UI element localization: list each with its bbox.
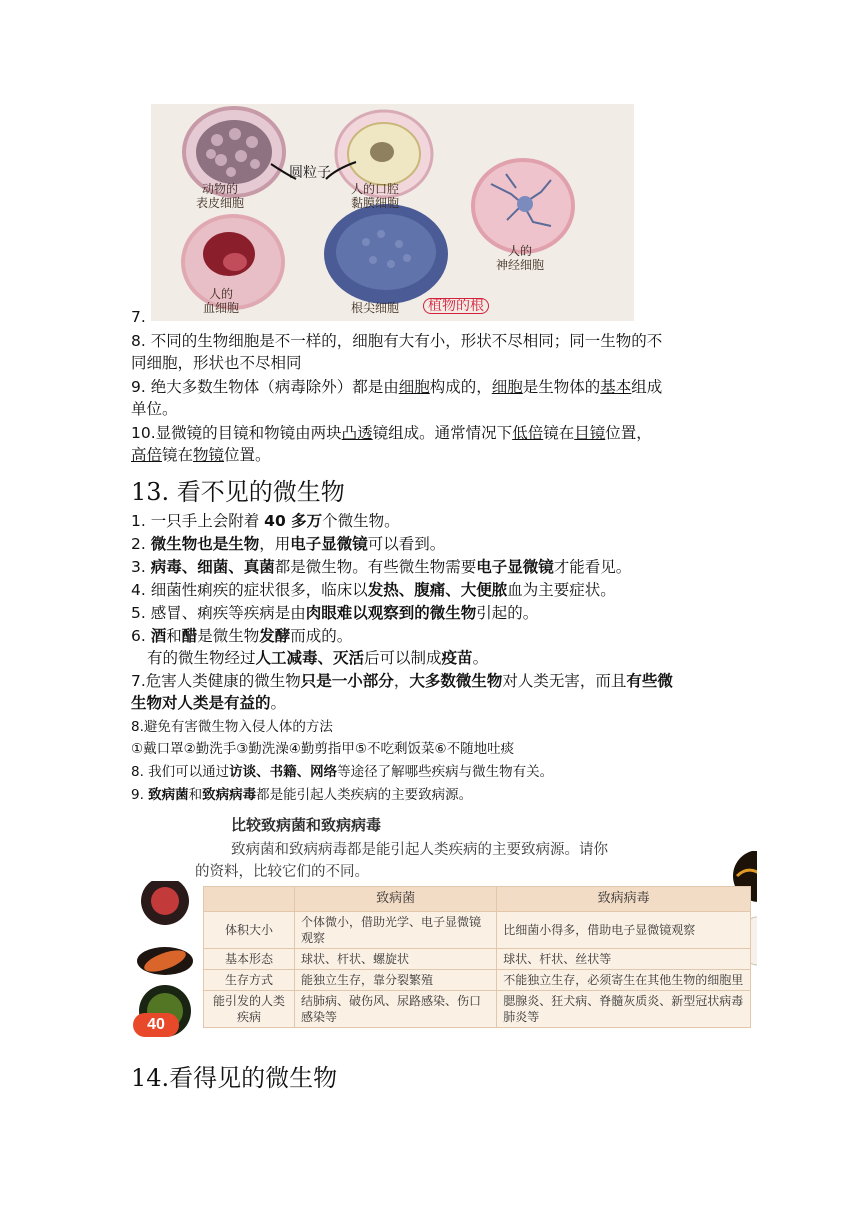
table-cell: 不能独立生存，必须寄生在其他生物的细胞里 [497, 970, 751, 991]
column-header-bacteria: 致病菌 [295, 887, 497, 912]
s13-item-2: 2. 微生物也是生物，用电子显微镜可以看到。 [131, 535, 446, 553]
s13-item-8b: 8. 我们可以通过访谈、书籍、网络等途径了解哪些疾病与微生物有关。 [131, 764, 554, 780]
s13-item-6-cont: 有的微生物经过人工减毒、灭活后可以制成疫苗。 [147, 649, 489, 667]
table-row [204, 912, 751, 949]
table-cell: 个体微小，借助光学、电子显微镜观察 [295, 912, 497, 949]
label-animal-skin: 动物的 表皮细胞 [196, 182, 245, 210]
table-row [204, 970, 751, 991]
row-header: 体积大小 [204, 912, 295, 949]
label-nerve-cell: 人的 神经细胞 [496, 244, 545, 272]
item-9: 9. 绝大多数生物体（病毒除外）都是由细胞构成的，细胞是生物体的基本组成 [131, 378, 663, 396]
s13-item-8: 8.避免有害微生物入侵人体的方法 [131, 719, 333, 735]
figure-title: 比较致病菌和致病病毒 [231, 816, 382, 834]
section-13-title: 13. 看不见的微生物 [131, 478, 345, 506]
table-cell: 球状、杆状、螺旋状 [295, 949, 497, 970]
s13-item-5: 5. 感冒、痢疾等疾病是由肉眼难以观察到的微生物引起的。 [131, 604, 539, 622]
comparison-table [203, 886, 751, 1028]
figure-text-2: 的资料，比较它们的不同。 [195, 864, 369, 880]
label-plant-root-handwritten: 植物的根 [423, 298, 489, 314]
column-header-virus: 致病病毒 [497, 887, 751, 912]
cells-figure [151, 104, 634, 321]
table-cell: 比细菌小得多，借助电子显微镜观察 [497, 912, 751, 949]
row-header: 生存方式 [204, 970, 295, 991]
table-row [204, 949, 751, 970]
s13-item-9: 9. 致病菌和致病病毒都是能引起人类疾病的主要致病源。 [131, 787, 473, 803]
table-cell: 结肺病、破伤风、尿路感染、伤口感染等 [295, 991, 497, 1028]
s13-item-3: 3. 病毒、细菌、真菌都是微生物。有些微生物需要电子显微镜才能看见。 [131, 558, 632, 576]
label-round-grain: 圆粒子 [289, 166, 331, 181]
s13-item-6: 6. 酒和醋是微生物发酵而成的。 [131, 627, 353, 645]
s13-item-8-methods: ①戴口罩②勤洗手③勤洗澡④勤剪指甲⑤不吃剩饭菜⑥不随地吐痰 [131, 741, 515, 757]
label-root-tip: 根尖细胞 [351, 301, 400, 315]
table-cell: 球状、杆状、丝状等 [497, 949, 751, 970]
item-8: 8. 不同的生物细胞是不一样的，细胞有大有小，形状不尽相同；同一生物的不 [131, 332, 663, 350]
pathogen-comparison-figure [131, 806, 757, 1038]
row-header: 能引发的人类疾病 [204, 991, 295, 1028]
table-cell: 能独立生存，靠分裂繁殖 [295, 970, 497, 991]
item-9-cont: 单位。 [131, 400, 178, 418]
label-blood-cell: 人的 血细胞 [203, 287, 240, 315]
item-7: 7. [131, 308, 146, 326]
table-cell: 腮腺炎、狂犬病、脊髓灰质炎、新型冠状病毒肺炎等 [497, 991, 751, 1028]
item-10: 10.显微镜的目镜和物镜由两块凸透镜组成。通常情况下低倍镜在目镜位置， [131, 424, 652, 442]
row-header: 基本形态 [204, 949, 295, 970]
s13-item-7: 7.危害人类健康的微生物只是一小部分，大多数微生物对人类无害，而且有些微 [131, 672, 673, 690]
s13-item-7-cont: 生物对人类是有益的。 [131, 694, 287, 712]
s13-item-1: 1. 一只手上会附着 40 多万个微生物。 [131, 512, 400, 530]
table-header-row [204, 887, 751, 912]
label-mouth-cell: 人的口腔 黏膜细胞 [351, 182, 400, 210]
figure-text-1: 致病菌和致病病毒都是能引起人类疾病的主要致病源。请你 [231, 842, 608, 858]
page-number-badge: 40 [133, 1013, 179, 1037]
s13-item-4: 4. 细菌性痢疾的症状很多，临床以发热、腹痛、大便脓血为主要症状。 [131, 581, 616, 599]
section-14-title: 14.看得见的微生物 [131, 1064, 338, 1092]
table-row [204, 991, 751, 1028]
item-10-cont: 高倍镜在物镜位置。 [131, 446, 271, 464]
table-corner [204, 887, 295, 912]
item-8-cont: 同细胞，形状也不尽相同 [131, 354, 302, 372]
